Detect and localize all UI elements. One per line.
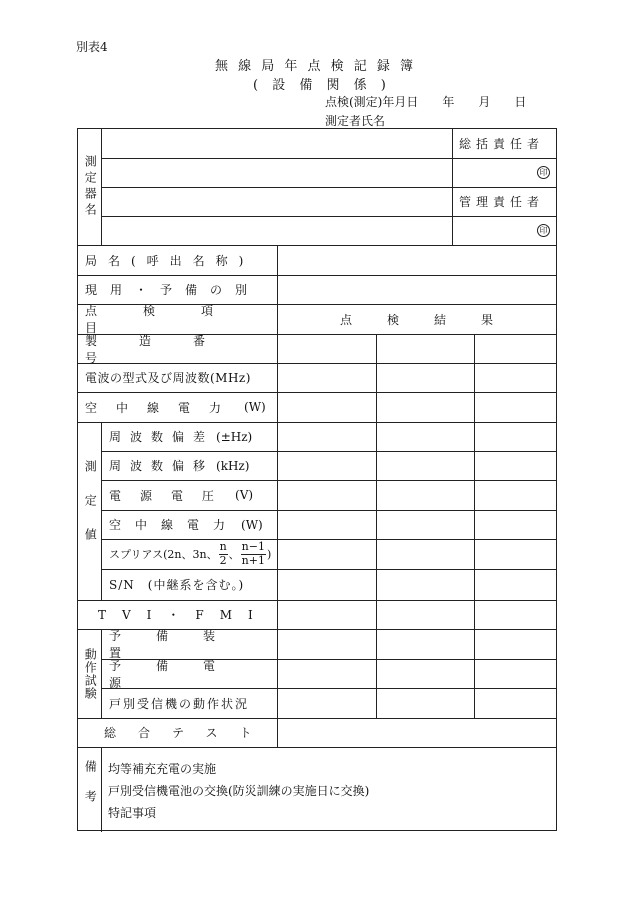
receiver-status-label: 戸別受信機の動作状況	[109, 696, 250, 711]
manager-label: 管理責任者	[459, 195, 545, 209]
tvi-fmi-label: TVI・FMI	[98, 608, 269, 622]
emission-type-frequency-label: 電波の型式及び周波数(MHz)	[85, 371, 251, 385]
seal-general-manager: 印	[537, 166, 550, 179]
instrument-name-label: 測定器名	[83, 155, 98, 219]
antenna-power-label: 空中線電力 (W)	[85, 400, 266, 415]
serial-number-label: 製造番号	[85, 333, 248, 365]
seal-manager: 印	[537, 224, 550, 237]
measured-values-label: 測定値	[83, 460, 98, 562]
page-subtitle: ( 設 備 関 係 )	[253, 78, 391, 93]
remarks-line-2: 戸別受信機電池の交換(防災訓練の実施日に交換)	[108, 783, 370, 798]
freq-shift-label: 周波数偏移 (kHz)	[109, 458, 250, 473]
appendix-label: 別表4	[76, 40, 108, 54]
remarks-line-3: 特記事項	[108, 805, 157, 820]
fraction-n-over-2: $\frac{n}{2}$	[219, 540, 227, 567]
spurious-label: スプリアス(2n、3n、 $\frac{n}{2}$ 、 $\frac{n-1}{n+1}$ )	[109, 540, 272, 567]
inspection-result-label: 点検結果	[340, 312, 529, 327]
fraction-n-minus-1-over-n-plus-1: $\frac{n-1}{n+1}$	[241, 540, 265, 567]
freq-deviation-label: 周波数偏差 (±Hz)	[109, 429, 253, 444]
spare-power-label: 予備電源	[109, 658, 251, 690]
inspection-item-label: 点検項目	[85, 304, 260, 335]
remarks-label: 備考	[83, 759, 98, 820]
inspection-form	[77, 128, 557, 831]
in-use-spare-label: 現用・予備の別	[85, 283, 261, 297]
measured-antenna-power-label: 空中線電力 (W)	[109, 517, 263, 532]
total-test-label: 総合テスト	[104, 726, 274, 740]
inspection-date: 点検(測定)年月日 年 月 日	[325, 95, 527, 109]
spare-device-label: 予備装置	[109, 629, 251, 660]
operation-test-label: 動作試験	[83, 647, 98, 700]
signal-noise-label: S/N (中継系を含む。)	[109, 578, 245, 592]
inspector-name: 測定者氏名	[325, 114, 386, 128]
station-name-label: 局名(呼出名称)	[85, 253, 255, 268]
remarks-line-1: 均等補充充電の実施	[108, 761, 217, 776]
general-manager-label: 総括責任者	[459, 137, 545, 151]
supply-voltage-label: 電源電圧 (V)	[109, 488, 254, 503]
page-title: 無 線 局 年 点 検 記 録 簿	[215, 59, 417, 74]
